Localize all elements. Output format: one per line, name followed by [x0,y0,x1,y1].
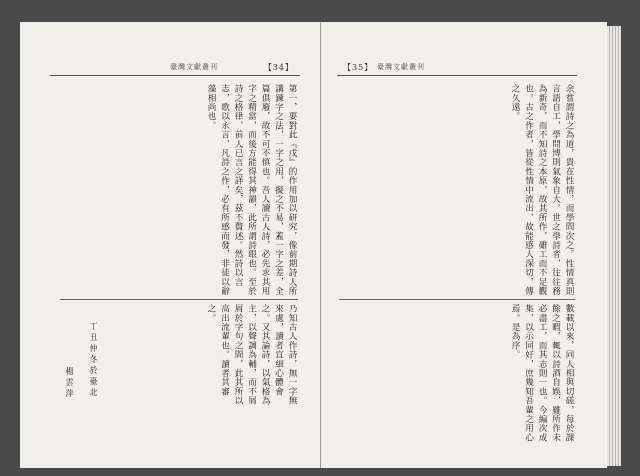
header-rule [50,75,300,76]
header-rule [337,75,577,76]
author-signature: 楊雲萍 [65,367,74,400]
left-body-bottom: 乃知古人作詩，無一字無來處，讀者宜細心體會之。又其論詩，以氣格為主，以聲調為輔，而不屑屑於字句之間，此其所以高出流輩也。讀者其審之。 [206,304,297,406]
right-page [321,22,607,468]
right-body-bottom: 數載以來，同人相與切磋，每於課餘之暇，輒以詩酒自娛，雖所作未必盡工，而其志則一也。今編次成集，以示同好，庶幾知吾輩之用心焉。是為序。 [510,304,574,442]
left-page-header [50,60,300,76]
section-divider [339,299,575,300]
running-title-left: 臺灣文獻叢刊 [170,63,218,71]
right-page-header [337,60,577,76]
closing-note: 丁丑仲冬於臺北 [89,322,98,399]
section-divider [60,299,298,300]
page-number-right: 【35】 [343,63,374,72]
left-body-top: 第一，要對此『戊』的作用加以研究，像前期詩人所講鍊字之法，一字之用，擬之不易，蓋一字之差，全篇俱廢，故不可不慎也。吾人讀古人詩，必先求其用字之精當，而後方能得其神韻，此所謂詩眼也。至於詩之格律，前人已言之詳矣，茲不贅述。然詩以言志，歌以永言，凡詩之作，必有所感而發，非徒以辭藻相尚也。 [206,84,297,296]
running-title-right: 臺灣文獻叢刊 [377,63,425,71]
left-page [20,22,321,468]
page-edges [607,26,621,466]
right-body-top: 余嘗謂詩之為道，貴在性情，而學問次之。性情真則言語自工，學問博則氣象自大。世之學詩者，往往務為新奇，而不知詩之本原，故其所作，雖工而不足觀也。古之作者，皆從性情中流出，故能感人深切，傳之久遠。 [510,84,574,296]
page-number-left: 【34】 [263,63,294,72]
